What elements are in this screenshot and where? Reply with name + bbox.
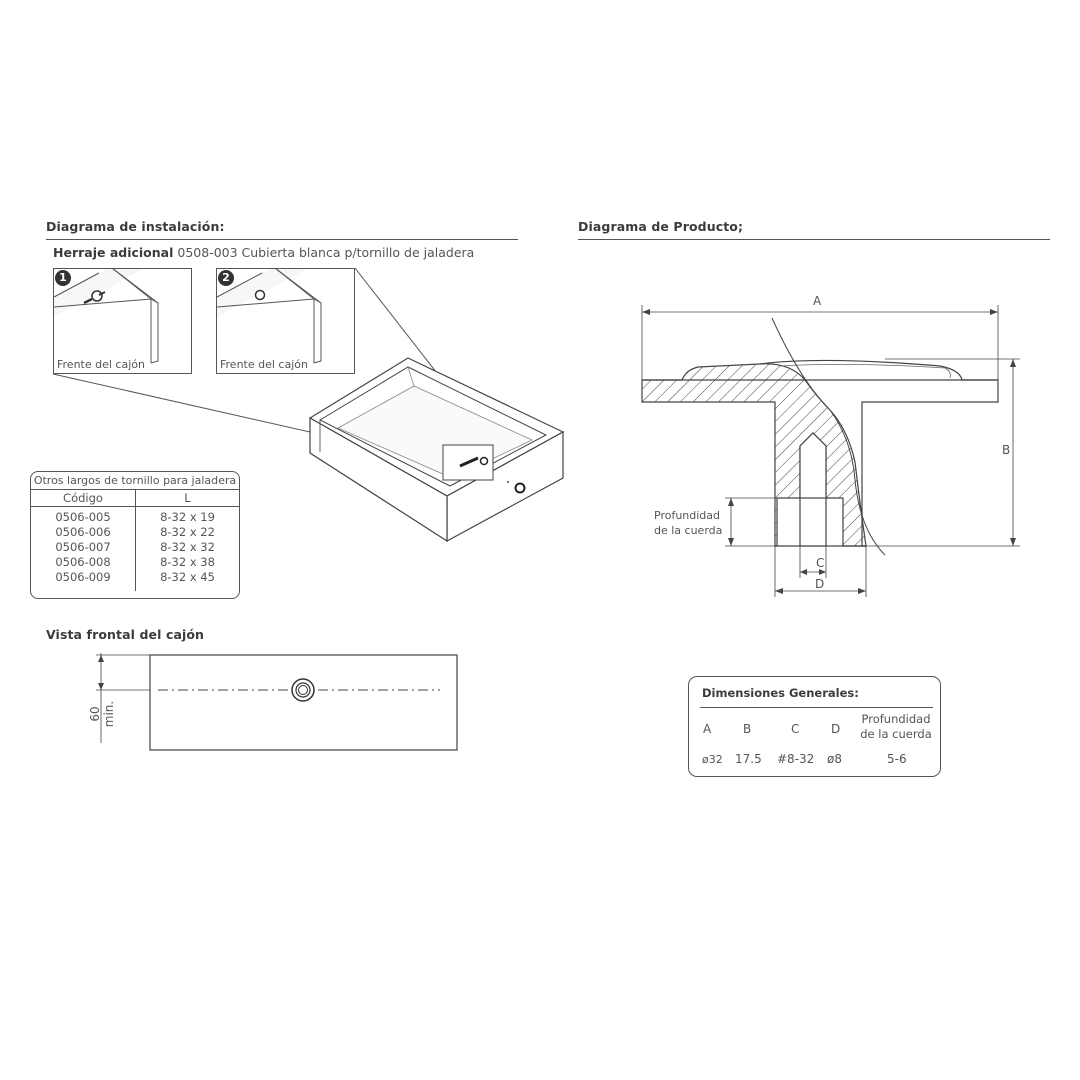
dim-header-b: B <box>743 722 752 736</box>
product-title: Diagrama de Producto; <box>578 219 744 234</box>
hardware-label: Herraje adicional <box>53 245 174 260</box>
dim-header-d: D <box>831 722 841 736</box>
thread-depth-label <box>654 508 722 538</box>
screw-length: 8-32 x 38 <box>160 555 215 569</box>
general-dimensions-panel <box>688 676 941 777</box>
dim-header-depth: Profundidad de la cuerda <box>860 712 932 741</box>
dimensions-title: Dimensiones Generales: <box>702 686 859 700</box>
step-2-badge: 2 <box>218 270 234 286</box>
dim-label-a: A <box>813 294 822 308</box>
front-view-drawing <box>0 640 480 760</box>
dim-value-c: #8-32 <box>777 752 815 766</box>
screw-length: 8-32 x 32 <box>160 540 215 554</box>
step-1-caption: Frente del cajón <box>57 358 145 371</box>
dim-value-depth: 5-6 <box>887 752 907 766</box>
thread-depth-line2: de la cuerda <box>654 524 723 537</box>
screw-table-header-length: L <box>184 491 191 505</box>
screw-table-title: Otros largos de tornillo para jaladera <box>31 472 239 490</box>
screw-code: 0506-008 <box>31 555 136 570</box>
front-view-title: Vista frontal del cajón <box>46 627 205 642</box>
step-2-caption: Frente del cajón <box>220 358 308 371</box>
dim-value-a: ø32 <box>702 753 723 766</box>
dim-header-c: C <box>791 722 800 736</box>
screw-code: 0506-007 <box>31 540 136 555</box>
screw-length: 8-32 x 45 <box>160 570 215 584</box>
hardware-desc: 0508-003 Cubierta blanca p/tornillo de jaladera <box>177 245 475 260</box>
step-1-badge: 1 <box>55 270 71 286</box>
screw-code: 0506-005 <box>31 507 136 526</box>
install-title: Diagrama de instalación: <box>46 219 225 234</box>
dim-header-a: A <box>703 722 712 736</box>
dimensions-title-rule <box>700 707 933 708</box>
screw-code: 0506-006 <box>31 525 136 540</box>
front-view-dimension: 60 min. <box>88 700 116 728</box>
dim-value-d: ø8 <box>827 752 842 766</box>
dim-label-c: C <box>816 556 825 570</box>
screw-table-header-code: Código <box>31 490 136 507</box>
screw-length: 8-32 x 19 <box>160 510 215 524</box>
dim-label-d: D <box>815 577 825 591</box>
screw-code: 0506-009 <box>31 570 136 591</box>
dim-value-b: 17.5 <box>735 752 762 766</box>
thread-depth-line1: Profundidad <box>654 509 721 522</box>
screw-length: 8-32 x 22 <box>160 525 215 539</box>
dim-label-b: B <box>1002 443 1011 457</box>
